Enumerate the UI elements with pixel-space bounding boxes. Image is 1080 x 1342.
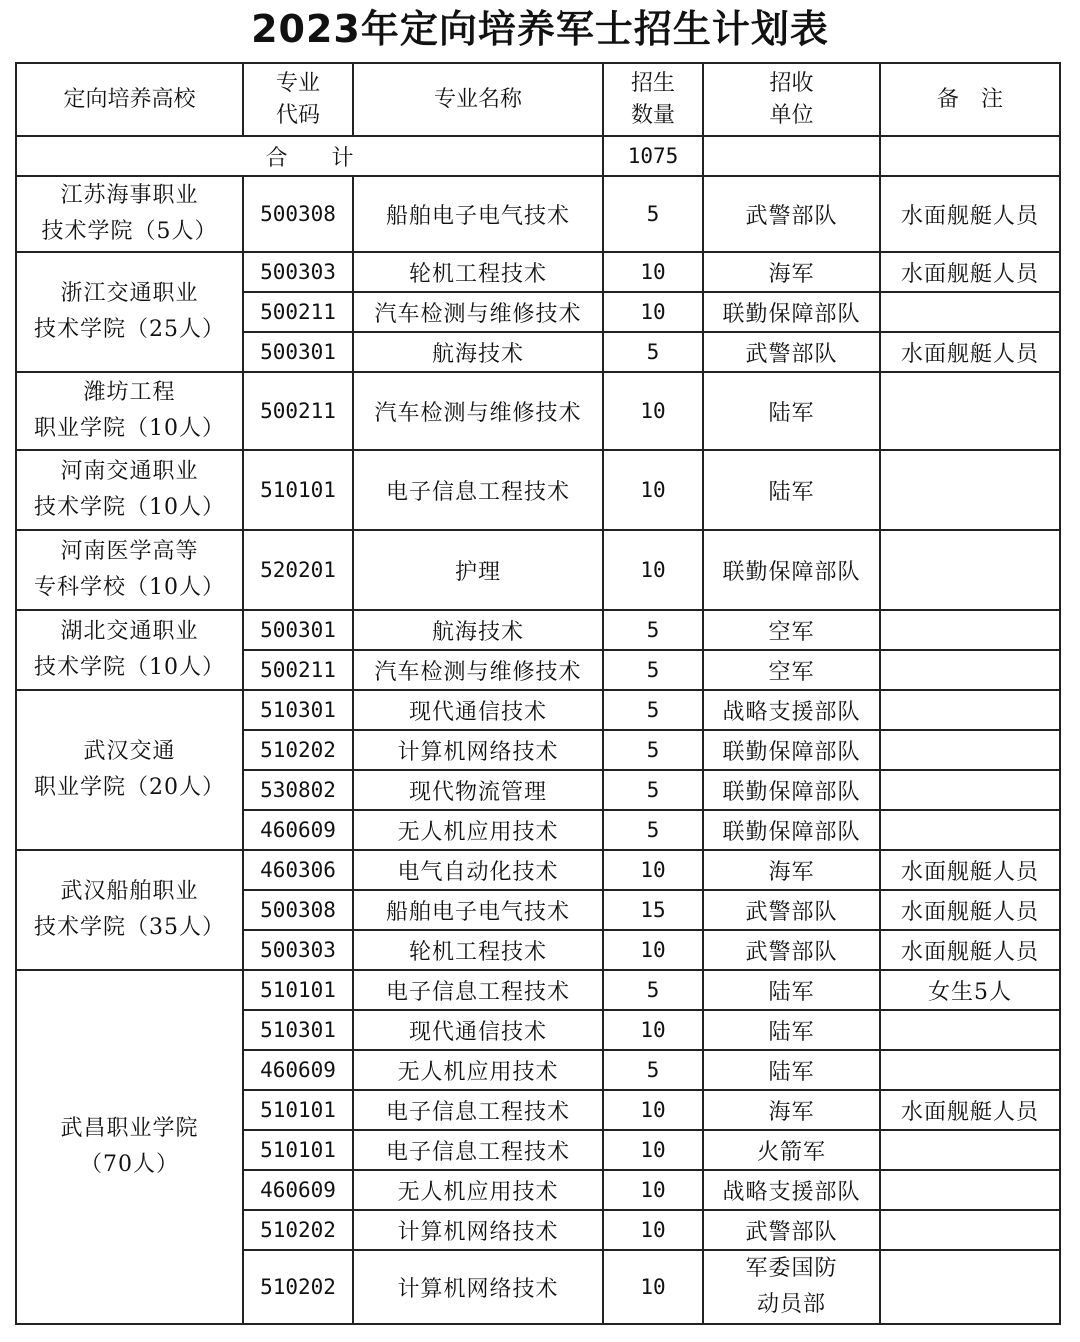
major-code: 500303 (243, 252, 353, 292)
enrollment-count: 10 (603, 930, 703, 970)
major-name: 护理 (353, 530, 603, 610)
major-name: 汽车检测与维修技术 (353, 650, 603, 690)
remark (880, 650, 1060, 690)
total-note-empty (880, 136, 1060, 176)
school-name-line2: 职业学院（10人） (34, 416, 225, 441)
major-code: 460609 (243, 810, 353, 850)
header-count-line2: 数量 (630, 102, 675, 128)
major-name: 计算机网络技术 (353, 1210, 603, 1250)
recruiting-unit: 陆军 (703, 1010, 880, 1050)
recruiting-unit: 武警部队 (703, 332, 880, 372)
total-unit-empty (703, 136, 880, 176)
recruiting-unit: 陆军 (703, 450, 880, 530)
total-label: 合 计 (16, 136, 603, 176)
major-name: 现代通信技术 (353, 1010, 603, 1050)
enrollment-count: 10 (603, 1130, 703, 1170)
enrollment-count: 5 (603, 690, 703, 730)
table-row (16, 610, 1060, 650)
table-row (16, 176, 1060, 252)
school-name-line2: 技术学院（25人） (34, 317, 225, 342)
table-row (16, 970, 1060, 1010)
header-unit-line1: 招收 (769, 70, 814, 96)
school-cell (16, 372, 243, 450)
major-code: 510202 (243, 730, 353, 770)
remark (880, 450, 1060, 530)
table-row (16, 372, 1060, 450)
recruiting-unit: 武警部队 (703, 930, 880, 970)
major-name: 航海技术 (353, 332, 603, 372)
enrollment-count: 5 (603, 650, 703, 690)
school-name-line2: 专科学校（10人） (34, 575, 225, 600)
header-code-line1: 专业 (275, 70, 320, 96)
enrollment-count: 5 (603, 1050, 703, 1090)
remark (880, 372, 1060, 450)
remark: 水面舰艇人员 (880, 332, 1060, 372)
recruiting-unit: 空军 (703, 650, 880, 690)
remark (880, 292, 1060, 332)
remark (880, 770, 1060, 810)
enrollment-count: 5 (603, 770, 703, 810)
recruiting-unit: 海军 (703, 1090, 880, 1130)
school-name-line1: 河南医学高等 (60, 539, 199, 564)
major-code: 510101 (243, 1090, 353, 1130)
remark (880, 810, 1060, 850)
remark: 水面舰艇人员 (880, 1090, 1060, 1130)
enrollment-count: 10 (603, 1210, 703, 1250)
recruiting-unit: 陆军 (703, 970, 880, 1010)
remark: 水面舰艇人员 (880, 930, 1060, 970)
school-name-line1: 江苏海事职业 (60, 183, 199, 208)
major-name: 现代物流管理 (353, 770, 603, 810)
major-code: 510301 (243, 1010, 353, 1050)
enrollment-count: 5 (603, 730, 703, 770)
major-code: 510101 (243, 1130, 353, 1170)
major-code: 520201 (243, 530, 353, 610)
major-name: 电气自动化技术 (353, 850, 603, 890)
remark (880, 1010, 1060, 1050)
major-name: 电子信息工程技术 (353, 970, 603, 1010)
major-name: 电子信息工程技术 (353, 1090, 603, 1130)
total-row (16, 136, 1060, 176)
enrollment-count: 15 (603, 890, 703, 930)
remark (880, 610, 1060, 650)
school-name-line1: 潍坊工程 (83, 380, 176, 405)
major-code: 460609 (243, 1170, 353, 1210)
enrollment-count: 5 (603, 176, 703, 252)
school-cell (16, 690, 243, 850)
enrollment-count: 5 (603, 610, 703, 650)
table-row (16, 530, 1060, 610)
page-title: 2023年定向培养军士招生计划表 (251, 7, 829, 51)
major-name: 无人机应用技术 (353, 1170, 603, 1210)
enrollment-count: 10 (603, 372, 703, 450)
major-name: 轮机工程技术 (353, 930, 603, 970)
recruiting-unit: 陆军 (703, 1050, 880, 1090)
major-name: 计算机网络技术 (353, 1250, 603, 1324)
major-code: 510101 (243, 450, 353, 530)
major-name: 电子信息工程技术 (353, 450, 603, 530)
remark (880, 1050, 1060, 1090)
remark: 水面舰艇人员 (880, 252, 1060, 292)
remark (880, 690, 1060, 730)
enrollment-count: 10 (603, 292, 703, 332)
enrollment-count: 10 (603, 1090, 703, 1130)
enrollment-count: 5 (603, 970, 703, 1010)
recruiting-unit: 军委国防 动员部 (703, 1250, 880, 1324)
school-cell (16, 252, 243, 372)
school-cell (16, 450, 243, 530)
school-cell (16, 970, 243, 1324)
recruiting-unit: 海军 (703, 850, 880, 890)
major-code: 510202 (243, 1250, 353, 1324)
total-value: 1075 (603, 136, 703, 176)
plan-body (16, 176, 1060, 1324)
major-code: 510301 (243, 690, 353, 730)
table-row (16, 850, 1060, 890)
school-cell (16, 850, 243, 970)
remark (880, 1130, 1060, 1170)
remark (880, 730, 1060, 770)
header-code-line2: 代码 (275, 102, 320, 128)
header-unit-line2: 单位 (769, 102, 814, 128)
major-name: 船舶电子电气技术 (353, 890, 603, 930)
major-name: 计算机网络技术 (353, 730, 603, 770)
major-name: 轮机工程技术 (353, 252, 603, 292)
header-count (603, 63, 703, 136)
header-code (243, 63, 353, 136)
school-name-line1: 武汉船舶职业 (60, 879, 199, 904)
school-cell (16, 530, 243, 610)
recruiting-unit: 联勤保障部队 (703, 810, 880, 850)
school-name-line2: 技术学院（10人） (34, 655, 225, 680)
school-name-line2: 技术学院（5人） (41, 219, 218, 244)
remark: 女生5人 (880, 970, 1060, 1010)
major-code: 510101 (243, 970, 353, 1010)
major-code: 500301 (243, 610, 353, 650)
recruiting-unit: 武警部队 (703, 176, 880, 252)
header-note: 备 注 (880, 63, 1060, 136)
major-name: 汽车检测与维修技术 (353, 292, 603, 332)
header-row (16, 63, 1060, 136)
recruiting-unit: 陆军 (703, 372, 880, 450)
remark: 水面舰艇人员 (880, 176, 1060, 252)
remark (880, 1250, 1060, 1324)
recruiting-unit: 联勤保障部队 (703, 730, 880, 770)
header-count-line1: 招生 (630, 70, 675, 96)
enrollment-count: 10 (603, 850, 703, 890)
school-name-line1: 武昌职业学院 (60, 1116, 199, 1141)
school-name-line1: 湖北交通职业 (60, 619, 199, 644)
header-school: 定向培养高校 (16, 63, 243, 136)
major-name: 汽车检测与维修技术 (353, 372, 603, 450)
school-cell (16, 610, 243, 690)
major-code: 500308 (243, 890, 353, 930)
major-code: 460306 (243, 850, 353, 890)
remark: 水面舰艇人员 (880, 850, 1060, 890)
header-unit (703, 63, 880, 136)
recruiting-unit: 空军 (703, 610, 880, 650)
major-code: 500301 (243, 332, 353, 372)
enrollment-count: 5 (603, 332, 703, 372)
header-major: 专业名称 (353, 63, 603, 136)
school-name-line2: 职业学院（20人） (34, 775, 225, 800)
recruiting-unit: 火箭军 (703, 1130, 880, 1170)
enrollment-count: 10 (603, 1010, 703, 1050)
school-name-line1: 河南交通职业 (60, 459, 199, 484)
enrollment-count: 5 (603, 810, 703, 850)
table-row (16, 450, 1060, 530)
remark (880, 1170, 1060, 1210)
major-name: 现代通信技术 (353, 690, 603, 730)
recruiting-unit: 联勤保障部队 (703, 530, 880, 610)
enrollment-count: 10 (603, 1250, 703, 1324)
major-code: 510202 (243, 1210, 353, 1250)
major-code: 500303 (243, 930, 353, 970)
recruiting-unit: 海军 (703, 252, 880, 292)
table-row (16, 690, 1060, 730)
major-name: 电子信息工程技术 (353, 1130, 603, 1170)
enrollment-count: 10 (603, 530, 703, 610)
recruiting-unit: 战略支援部队 (703, 690, 880, 730)
major-name: 无人机应用技术 (353, 810, 603, 850)
enrollment-count: 10 (603, 450, 703, 530)
major-code: 500211 (243, 292, 353, 332)
remark (880, 1210, 1060, 1250)
school-name-line2: 技术学院（35人） (34, 915, 225, 940)
major-name: 航海技术 (353, 610, 603, 650)
recruitment-plan-table (15, 62, 1061, 1325)
major-code: 500308 (243, 176, 353, 252)
major-name: 船舶电子电气技术 (353, 176, 603, 252)
enrollment-count: 10 (603, 252, 703, 292)
school-name-line1: 武汉交通 (83, 739, 176, 764)
major-code: 500211 (243, 650, 353, 690)
remark: 水面舰艇人员 (880, 890, 1060, 930)
recruiting-unit: 武警部队 (703, 1210, 880, 1250)
major-code: 530802 (243, 770, 353, 810)
recruiting-unit: 战略支援部队 (703, 1170, 880, 1210)
major-code: 460609 (243, 1050, 353, 1090)
remark (880, 530, 1060, 610)
enrollment-count: 10 (603, 1170, 703, 1210)
major-code: 500211 (243, 372, 353, 450)
recruiting-unit: 武警部队 (703, 890, 880, 930)
school-name-line2: 技术学院（10人） (34, 495, 225, 520)
school-cell (16, 176, 243, 252)
recruiting-unit: 联勤保障部队 (703, 770, 880, 810)
school-name-line2: （70人） (80, 1152, 179, 1177)
major-name: 无人机应用技术 (353, 1050, 603, 1090)
school-name-line1: 浙江交通职业 (60, 281, 199, 306)
table-row (16, 252, 1060, 292)
recruiting-unit: 联勤保障部队 (703, 292, 880, 332)
